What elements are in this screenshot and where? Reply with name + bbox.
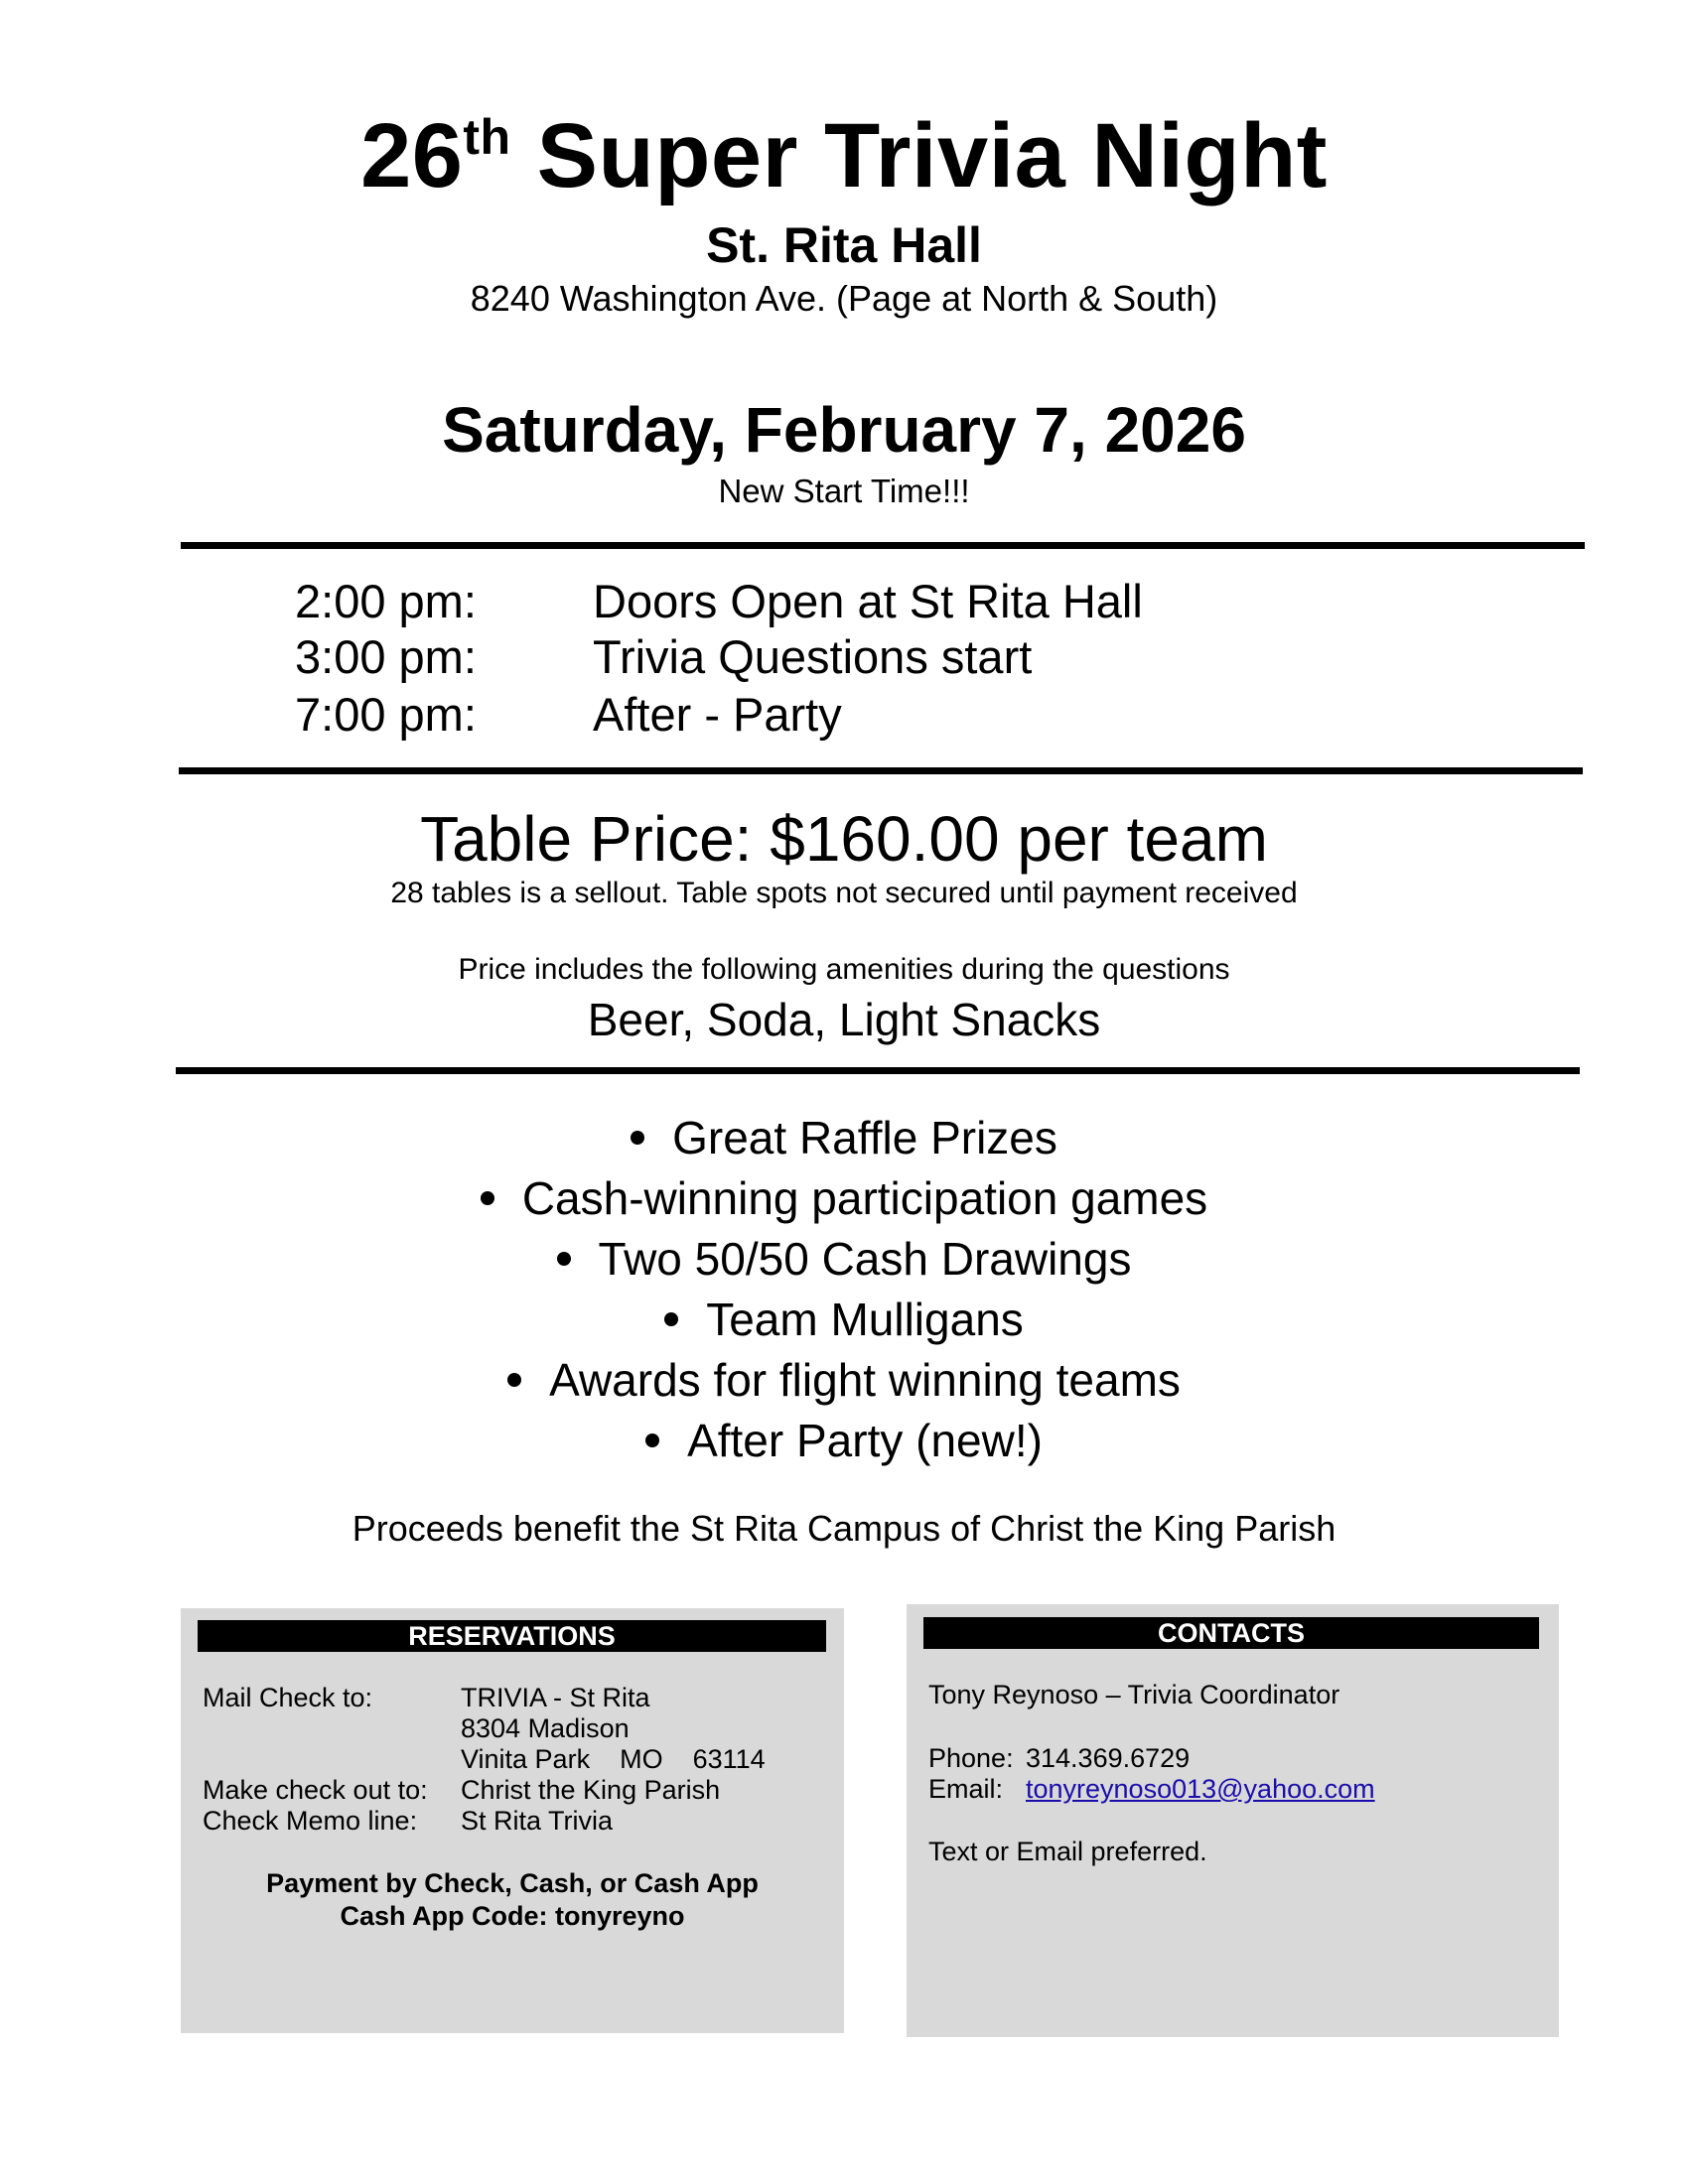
contact-preference: Text or Email preferred.: [928, 1837, 1207, 1866]
mail-label: Mail Check to:: [203, 1683, 373, 1712]
contacts-header: CONTACTS: [923, 1617, 1539, 1649]
bullet-icon: [557, 1252, 571, 1266]
list-item: Awards for flight winning teams: [0, 1350, 1688, 1411]
payee-value: Christ the King Parish: [461, 1775, 721, 1805]
list-item: Two 50/50 Cash Drawings: [0, 1229, 1688, 1290]
cashapp-code: Cash App Code: tonyreyno: [340, 1901, 685, 1931]
proceeds-note: Proceeds benefit the St Rita Campus of Christ the King Parish: [352, 1508, 1336, 1549]
bullet-icon: [664, 1312, 678, 1326]
feature-list: [0, 1108, 1688, 1471]
list-item: After Party (new!): [0, 1411, 1688, 1471]
reservations-box: [181, 1608, 844, 2033]
mail-address-line: 8304 Madison: [461, 1713, 630, 1743]
list-item: Cash-winning participation games: [0, 1168, 1688, 1229]
table-price: Table Price: $160.00 per team: [420, 803, 1268, 875]
start-time-note: New Start Time!!!: [718, 473, 970, 509]
email-link[interactable]: tonyreynoso013@yahoo.com: [1026, 1774, 1375, 1804]
venue-address: 8240 Washington Ave. (Page at North & South): [470, 278, 1218, 319]
bullet-icon: [507, 1373, 521, 1387]
bullet-icon: [481, 1191, 494, 1205]
bullet-icon: [631, 1131, 644, 1145]
divider: [179, 767, 1583, 774]
email-label: Email:: [928, 1774, 1004, 1804]
payment-methods: Payment by Check, Cash, or Cash App: [266, 1868, 759, 1898]
divider: [181, 542, 1585, 549]
schedule-time: 7:00 pm:: [295, 688, 477, 741]
memo-value: St Rita Trivia: [461, 1806, 614, 1836]
page-title: 26th Super Trivia Night: [360, 105, 1328, 206]
mail-address-line: TRIVIA - St Rita: [461, 1683, 650, 1712]
bullet-icon: [645, 1433, 659, 1447]
schedule-event: After - Party: [593, 688, 842, 741]
contact-name: Tony Reynoso – Trivia Coordinator: [928, 1680, 1340, 1709]
divider: [176, 1067, 1580, 1074]
includes-note: Price includes the following amenities during the questions: [458, 953, 1230, 986]
sellout-note: 28 tables is a sellout. Table spots not secured until payment received: [390, 877, 1298, 909]
schedule-event: Trivia Questions start: [593, 630, 1033, 683]
schedule-event: Doors Open at St Rita Hall: [593, 575, 1143, 627]
list-item: Team Mulligans: [0, 1290, 1688, 1350]
title-ordinal-suffix: th: [463, 109, 511, 165]
venue-name: St. Rita Hall: [706, 217, 982, 273]
event-date: Saturday, February 7, 2026: [442, 394, 1246, 466]
phone-label: Phone:: [928, 1743, 1014, 1773]
list-item: Great Raffle Prizes: [0, 1108, 1688, 1168]
mail-address-line: Vinita Park MO 63114: [461, 1744, 766, 1774]
phone-number: 314.369.6729: [1026, 1743, 1191, 1773]
schedule-time: 3:00 pm:: [295, 630, 477, 683]
memo-label: Check Memo line:: [203, 1806, 418, 1836]
amenities: Beer, Soda, Light Snacks: [587, 994, 1101, 1045]
payee-label: Make check out to:: [203, 1775, 428, 1805]
reservations-header: RESERVATIONS: [198, 1620, 826, 1652]
schedule-time: 2:00 pm:: [295, 575, 477, 627]
contacts-box: [907, 1604, 1559, 2037]
